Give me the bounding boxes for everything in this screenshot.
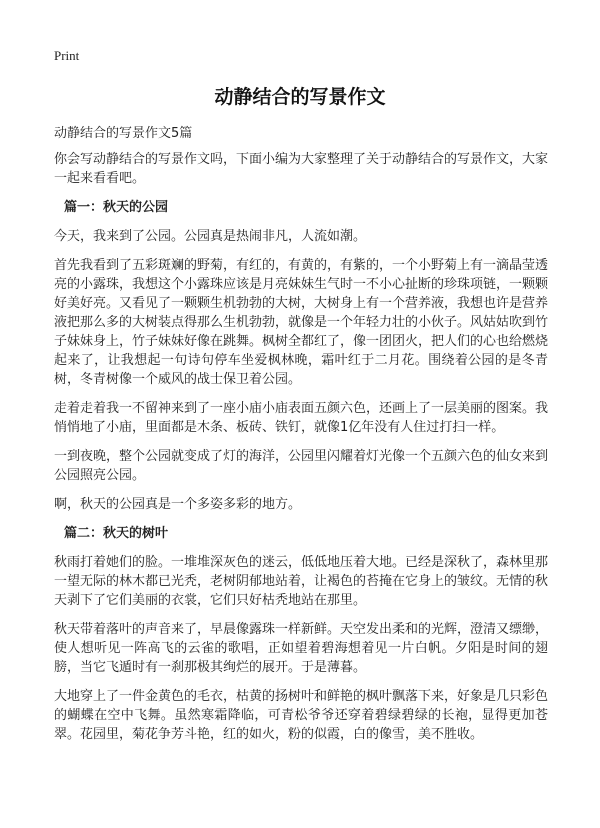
article-subtitle: 动静结合的写景作文5篇 <box>54 126 193 141</box>
article-body <box>54 150 548 754</box>
section-heading: 篇一：秋天的公园 <box>64 200 169 215</box>
paragraph: 秋天带着落叶的声音来了，早晨像露珠一样新鲜。天空发出柔和的光辉，澄清又缥缈，使人想听见一阵高飞的云雀的歌唱，正如望着碧海想着见一片白帆。夕阳是时间的翅膀，当它飞遁时有一刹那极其绚烂的展开。于是薄暮。 <box>54 622 549 675</box>
page-title: 动静结合的写景作文 <box>214 86 386 108</box>
paragraph: 啊，秋天的公园真是一个多姿多彩的地方。 <box>54 497 302 512</box>
paragraph: 今天，我来到了公园。公园真是热闹非凡，人流如潮。 <box>54 229 367 244</box>
paragraph: 秋雨打着她们的脸。一堆堆深灰色的迷云，低低地压着大地。已经是深秋了，森林里那一望无际的林木都已光秃，老树阴郁地站着，让褐色的苔掩在它身上的皱纹。无情的秋天剥下了它们美丽的衣裳，它们只好枯秃地站在那里。 <box>54 555 549 608</box>
print-label[interactable]: Print <box>54 48 80 63</box>
paragraph: 走着走着我一不留神来到了一座小庙小庙表面五颜六色，还画上了一层美丽的图案。我悄悄地了小庙，里面都是木条、板砖、铁钉，就像1亿年没有人住过打扫一样。 <box>54 401 549 435</box>
intro-paragraph: 你会写动静结合的写景作文吗，下面小编为大家整理了关于动静结合的写景作文，大家一起来看看吧。 <box>54 152 549 186</box>
section-heading: 篇二：秋天的树叶 <box>64 526 169 541</box>
paragraph: 大地穿上了一件金黄色的毛衣，枯黄的扬树叶和鲜艳的枫叶飘落下来，好象是几只彩色的蝴蝶在空中飞舞。虽然寒霜降临，可青松爷爷还穿着碧绿碧绿的长袍，显得更加苍翠。花园里，菊花争芳斗艳，红的如火，粉的似霞，白的像雪，美不胜收。 <box>54 689 549 742</box>
paragraph: 首先我看到了五彩斑斓的野菊，有红的，有黄的，有紫的，一个小野菊上有一滴晶莹透亮的小露珠，我想这个小露珠应该是月亮妹妹生气时一不小心扯断的珍珠项链，一颗颗好美好亮。又看见了一颗颗生机勃勃的大树，大树身上有一个营养液，我想也许是营养液把那么多的大树装点得那么生机勃勃，就像是一个年轻力壮的小伙子。风姑姑吹到竹子妹妹身上，竹子妹妹好像在跳舞。枫树全都红了，像一团团火，把人们的心也给燃烧起来了，让我想起一句诗句停车坐爱枫林晚，霜叶红于二月花。围绕着公园的是冬青树，冬青树像一个威风的战士保卫着公园。 <box>54 258 549 387</box>
paragraph: 一到夜晚，整个公园就变成了灯的海洋，公园里闪耀着灯光像一个五颜六色的仙女来到公园照亮公园。 <box>54 449 549 483</box>
